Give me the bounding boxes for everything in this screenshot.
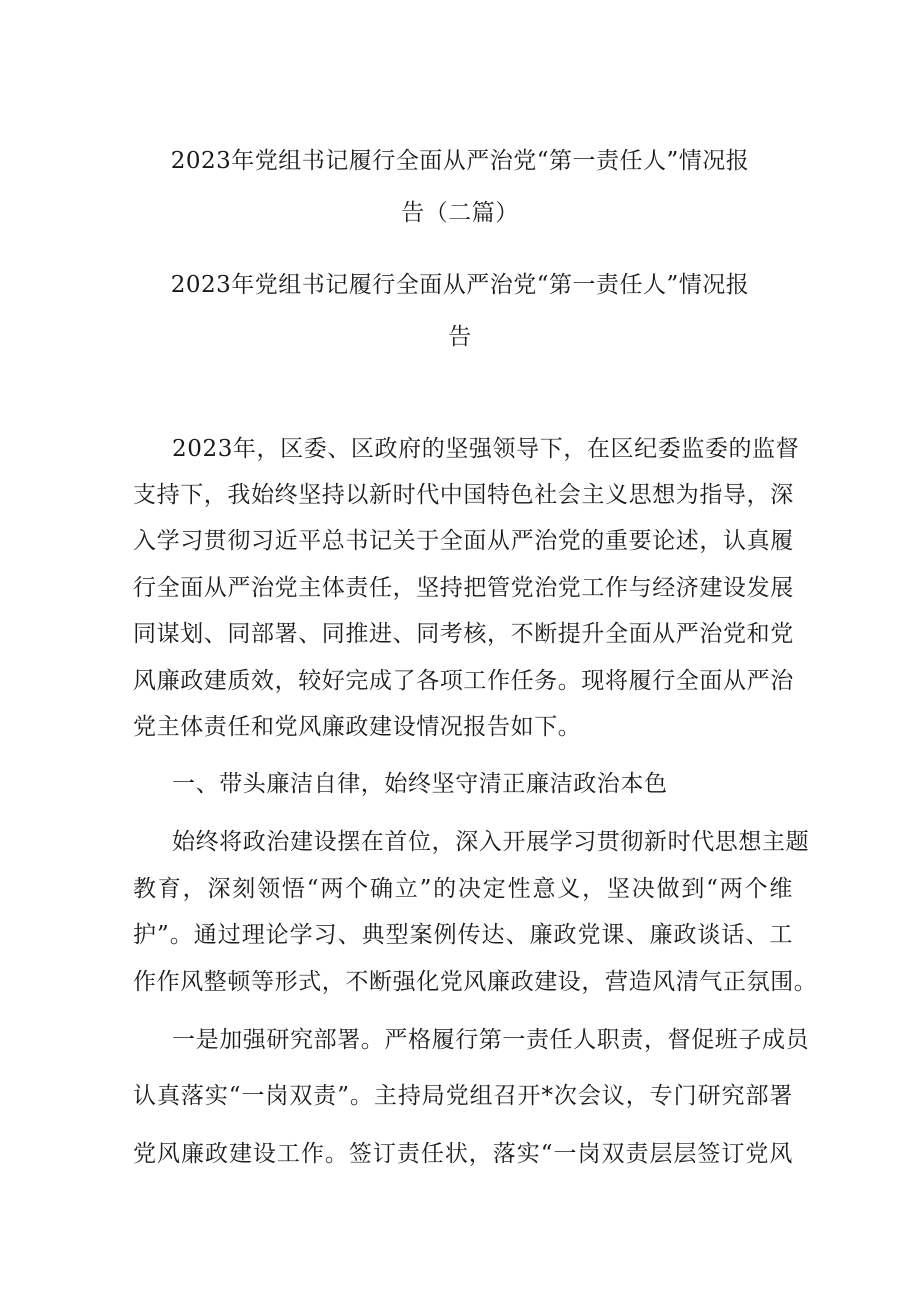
intro-line: 支持下，我始终坚持以新时代中国特色社会主义思想为指导，深 [133, 482, 794, 508]
point-body-line: 认真落实“一岗双责”。主持局党组召开*次会议，专门研究部署 [133, 1083, 793, 1109]
intro-line: 2023年，区委、区政府的坚强领导下，在区纪委监委的监督 [172, 436, 800, 462]
intro-line: 风廉政建质效，较好完成了各项工作任务。现将履行全面从严治 [133, 668, 794, 694]
intro-line: 行全面从严治党主体责任，坚持把管党治党工作与经济建设发展 [133, 575, 794, 601]
section-body-line: 教育，深刻领悟“两个确立”的决定性意义，坚决做到“两个维 [133, 876, 793, 902]
intro-line: 入学习贯彻习近平总书记关于全面从严治党的重要论述，认真履 [133, 528, 794, 554]
collection-title-line-1: 2023年党组书记履行全面从严治党“第一责任人”情况报 [170, 148, 750, 174]
section-body-line: 始终将政治建设摆在首位，深入开展学习贯彻新时代思想主题 [172, 829, 810, 855]
article-title-line-2: 告 [448, 324, 472, 350]
point-body-line: 一是加强研究部署。严格履行第一责任人职责，督促班子成员 [172, 1027, 810, 1053]
article-title-line-1: 2023年党组书记履行全面从严治党“第一责任人”情况报 [170, 272, 750, 298]
point-body-line: 党风廉政建设工作。签订责任状，落实“一岗双责层层签订党风 [133, 1141, 793, 1167]
collection-title-line-2: 告（二篇） [401, 200, 519, 226]
intro-line: 同谋划、同部署、同推进、同考核，不断提升全面从严治党和党 [133, 621, 794, 647]
section-heading: 一、带头廉洁自律，始终坚守清正廉洁政治本色 [172, 771, 668, 797]
section-body-line: 护”。通过理论学习、典型案例传达、廉政党课、廉政谈话、工 [133, 922, 793, 948]
intro-line: 党主体责任和党风廉政建设情况报告如下。 [133, 714, 582, 740]
section-body-line: 作作风整顿等形式，不断强化党风廉政建设，营造风清气正氛围。 [133, 969, 818, 995]
